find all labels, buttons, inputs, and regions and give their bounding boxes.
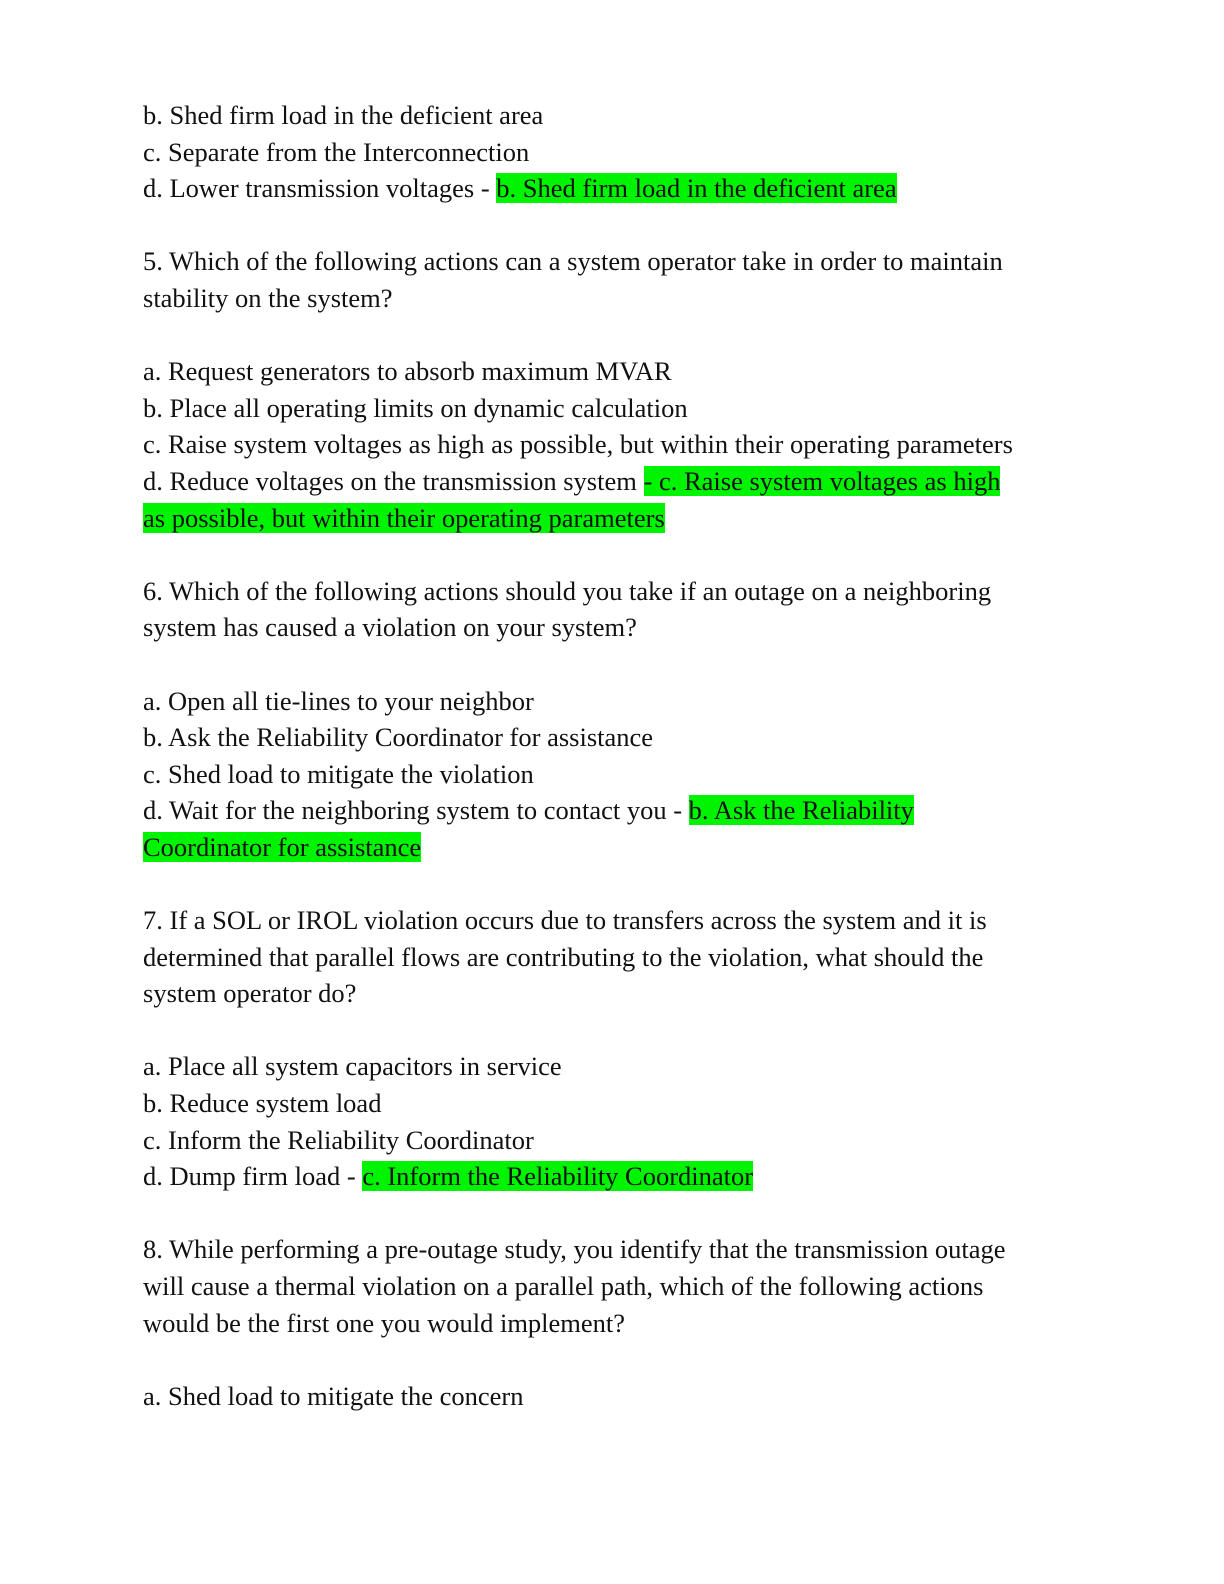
spacer [143, 317, 1063, 354]
spacer [143, 1195, 1063, 1232]
q6-answer-highlight-part2: Coordinator for assistance [143, 831, 422, 862]
q6-answer-highlight-part1: b. Ask the Reliability [688, 795, 914, 826]
q4-answer-highlight: b. Shed firm load in the deficient area [496, 173, 897, 204]
q6-answer-line2 [143, 829, 1063, 866]
q4-option-b: b. Shed firm load in the deficient area [143, 100, 544, 130]
q7-option-c: c. Inform the Reliability Coordinator [143, 1124, 534, 1155]
spacer [143, 865, 1063, 902]
spacer [143, 1341, 1063, 1378]
q7-question-line1: 7. If a SOL or IROL violation occurs due to transfers across the system and it is [143, 905, 987, 936]
q7-question-line3: system operator do? [143, 978, 357, 1009]
q5-option-d-text: d. Reduce voltages on the transmission system [143, 465, 637, 496]
q8-question-line2: will cause a thermal violation on a parallel path, which of the following actions [143, 1271, 984, 1301]
q6-option-a: a. Open all tie-lines to your neighbor [143, 685, 534, 716]
document-page [143, 97, 1063, 1414]
q7-question-line2: determined that parallel flows are contributing to the violation, what should the [143, 941, 984, 972]
q5-option-d [143, 463, 1063, 500]
q5-answer-highlight-part1: - c. Raise system voltages as high [643, 465, 1001, 496]
q8-question-line3: would be the first one you would implement? [143, 1307, 626, 1338]
q4-option-c: c. Separate from the Interconnection [143, 136, 530, 167]
q7-option-d [143, 1158, 1063, 1195]
q5-question-line1: 5. Which of the following actions can a system operator take in order to maintain [143, 246, 1003, 277]
q6-question-line2: system has caused a violation on your system? [143, 612, 637, 643]
q8-option-a: a. Shed load to mitigate the concern [143, 1380, 524, 1411]
q7-answer-highlight: c. Inform the Reliability Coordinator [362, 1161, 754, 1192]
q5-answer-highlight-part2: as possible, but within their operating parameters [143, 502, 665, 533]
q6-option-d [143, 792, 1063, 829]
q5-option-a: a. Request generators to absorb maximum MVAR [143, 356, 672, 387]
q6-option-c: c. Shed load to mitigate the violation [143, 758, 534, 789]
q5-option-c: c. Raise system voltages as high as possible, but within their operating parameters [143, 429, 1013, 460]
q5-option-b: b. Place all operating limits on dynamic calculation [143, 392, 688, 423]
q7-option-d-text: d. Dump firm load - [143, 1161, 356, 1192]
spacer [143, 646, 1063, 683]
spacer [143, 207, 1063, 244]
q6-question-line1: 6. Which of the following actions should you take if an outage on a neighboring [143, 575, 992, 606]
spacer [143, 536, 1063, 573]
q6-option-b: b. Ask the Reliability Coordinator for assistance [143, 722, 654, 753]
q4-option-d [143, 170, 1063, 207]
q4-option-d-text: d. Lower transmission voltages - [143, 173, 490, 204]
q8-question-line1: 8. While performing a pre-outage study, you identify that the transmission outage [143, 1234, 1006, 1265]
spacer [143, 1012, 1063, 1049]
q7-option-a: a. Place all system capacitors in service [143, 1051, 562, 1082]
q6-option-d-text: d. Wait for the neighboring system to contact you - [143, 795, 683, 826]
q7-option-b: b. Reduce system load [143, 1088, 382, 1119]
q5-question-line2: stability on the system? [143, 282, 393, 313]
q5-answer-line2 [143, 500, 1063, 537]
